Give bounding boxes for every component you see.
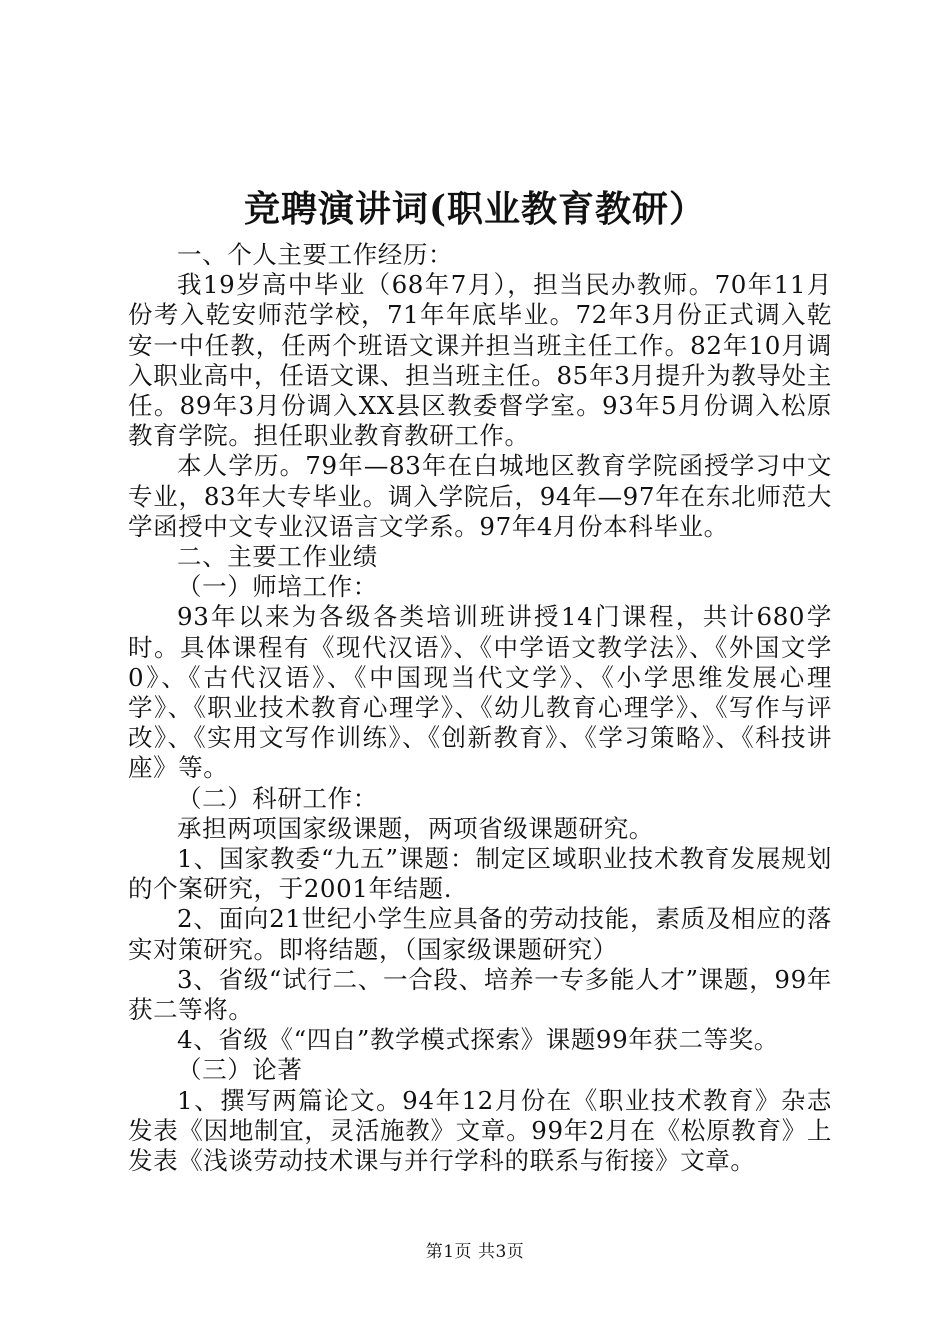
subsection-heading-teacher-training: （一）师培工作： [177, 572, 378, 602]
page-footer: 第1页 共3页 [425, 1242, 525, 1262]
subsection-heading-publications: （三）论著 [177, 1055, 303, 1085]
list-item-research-1: 1、国家教委“九五”课题：制定区域职业技术教育发展规划的个案研究，于2001年结题. [128, 844, 832, 904]
document-title: 竞聘演讲词(职业教育教研） [243, 188, 707, 230]
paragraph-work-history: 我19岁高中毕业（68年7月），担当民办教师。70年11月份考入乾安师范学校，71年年底毕业。72年3月份正式调入乾安一中任教，任两个班语文课并担当班主任工作。82年10月调入职业高中，任语文课、担当班主任。85年3月提升为教导处主任。89年3月份调入XX县区教委督学室。93年5月份调入松原教育学院。担任职业教育教研工作。 [128, 270, 832, 451]
document-body [128, 240, 832, 1176]
paragraph-teacher-training: 93年以来为各级各类培训班讲授14门课程，共计680学时。具体课程有《现代汉语》、《中学语文教学法》、《外国文学0》、《古代汉语》、《中国现当代文学》、《小学思维发展心理学》、《职业技术教育心理学》、《幼儿教育心理学》、《写作与评改》、《实用文写作训练》、《创新教育》、《学习策略》、《科技讲座》等。 [128, 602, 832, 783]
list-item-publications-1: 1、撰写两篇论文。94年12月份在《职业技术教育》杂志发表《因地制宜，灵活施教》文章。99年2月在《松原教育》上发表《浅谈劳动技术课与并行学科的联系与衔接》文章。 [128, 1085, 832, 1176]
section-heading-work-history: 一、个人主要工作经历： [177, 240, 454, 269]
paragraph-research-summary: 承担两项国家级课题，两项省级课题研究。 [177, 813, 654, 843]
list-item-research-4: 4、省级《“四自”教学模式探索》课题99年获二等奖。 [177, 1025, 779, 1055]
list-item-research-3: 3、省级“试行二、一合段、培养一专多能人才”课题，99年获二等将。 [128, 964, 832, 1025]
list-item-research-2: 2、面向21世纪小学生应具备的劳动技能，素质及相应的落实对策研究。即将结题，（国家级课题研究） [128, 904, 832, 964]
section-heading-achievements: 二、主要工作业绩 [177, 542, 378, 572]
paragraph-education: 本人学历。79年—83年在白城地区教育学院函授学习中文专业，83年大专毕业。调入学院后，94年—97年在东北师范大学函授中文专业汉语言文学系。97年4月份本科毕业。 [128, 451, 832, 541]
subsection-heading-research: （二）科研工作： [177, 783, 378, 813]
